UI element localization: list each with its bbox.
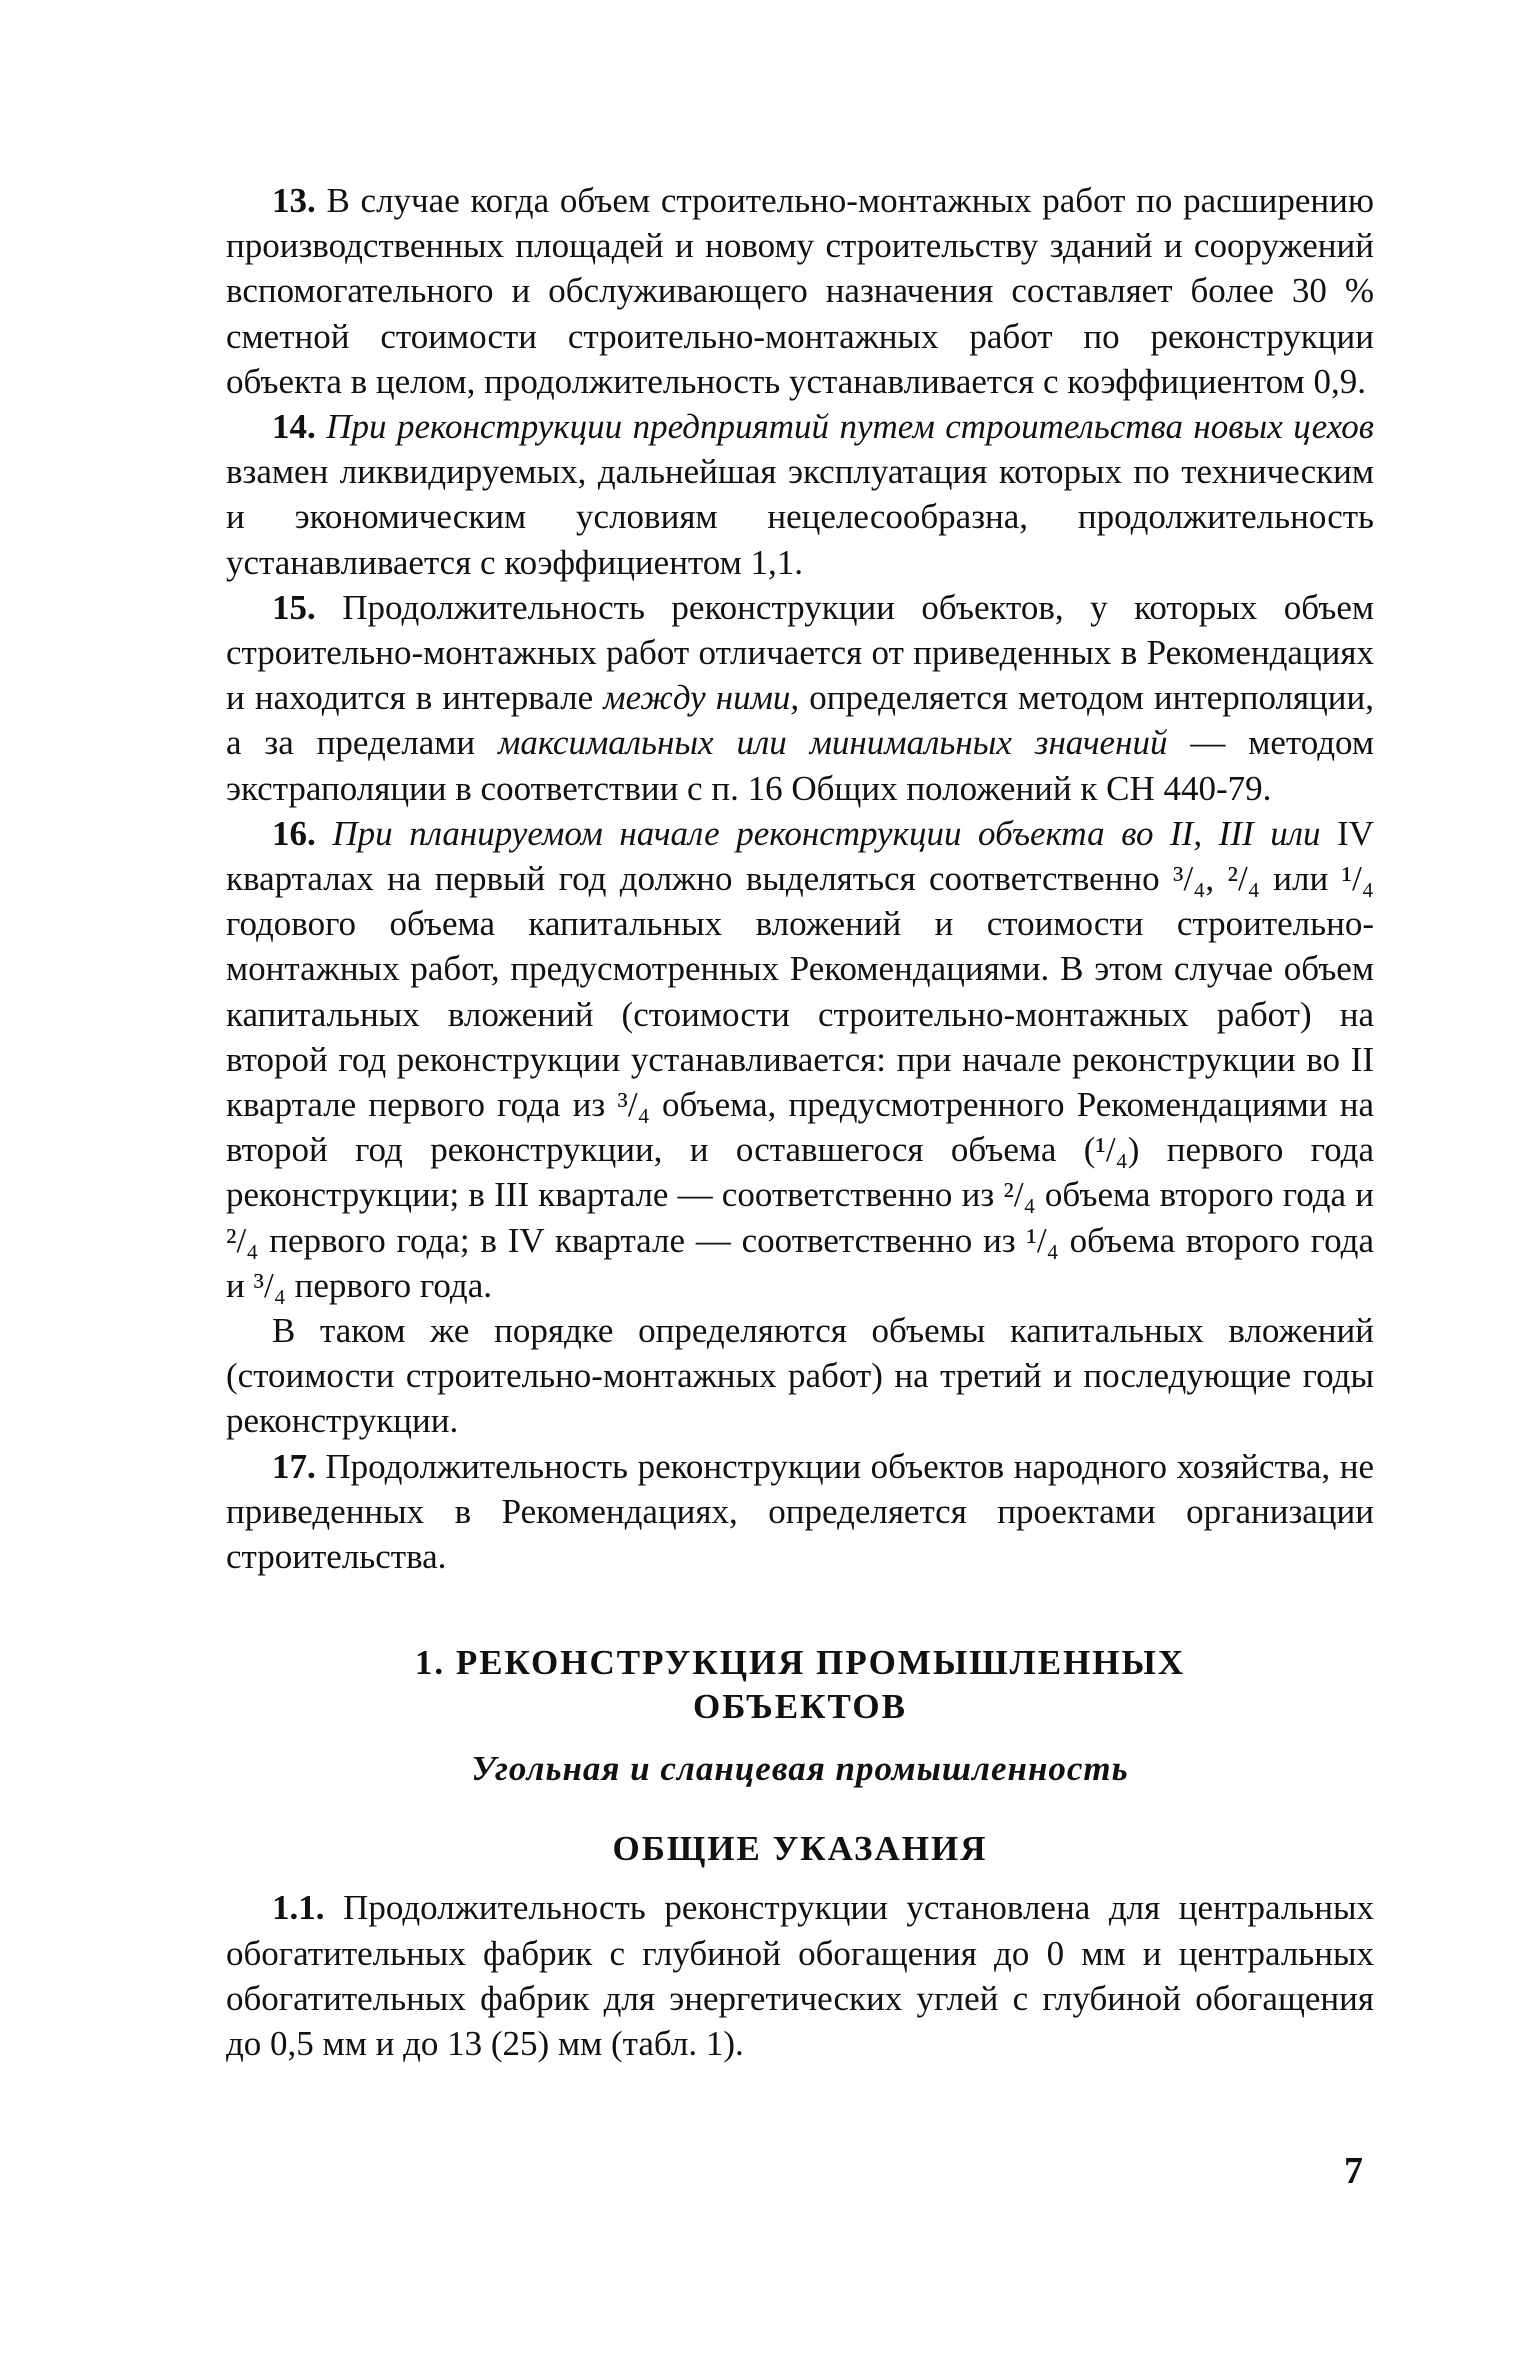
page-number: 7 bbox=[1344, 2150, 1363, 2192]
section-subheading: Угольная и сланцевая промышленность bbox=[471, 1749, 1129, 1789]
page-body bbox=[226, 178, 1374, 2066]
section-heading-line-2: ОБЪЕКТОВ bbox=[693, 1687, 907, 1727]
section-heading-line-1: 1. РЕКОНСТРУКЦИЯ ПРОМЫШЛЕННЫХ bbox=[414, 1643, 1186, 1683]
paragraph-text: В случае когда объем строительно-монтажных работ по расширению производственных площадей и новому строительству зданий и сооружений вспомогательного и обслуживающего назначения составляет более 30 % сметной стоимости строительно-монтажных работ по реконструкции объекта в целом, продолжительность устанавливается с коэффициентом 0,9. bbox=[226, 181, 1374, 401]
paragraph-number: 14. bbox=[272, 407, 316, 447]
paragraph-13 bbox=[226, 178, 1374, 404]
paragraph-number: 13. bbox=[272, 181, 316, 220]
paragraph-italic-text: между ними, bbox=[603, 678, 800, 718]
paragraph-number: 1.1. bbox=[272, 1888, 325, 1928]
paragraph-17 bbox=[226, 1444, 1374, 1580]
paragraph-number: 16. bbox=[272, 813, 316, 853]
paragraph-text: взамен ликвидируемых, дальнейшая эксплуатация которых по техническим и экономическим условиям нецелесообразна, продолжительность устанавливается с коэффициентом 1,1. bbox=[226, 452, 1374, 582]
paragraph-italic-text: максимальных или минимальных значений bbox=[498, 723, 1168, 763]
paragraph-16-continuation bbox=[226, 1308, 1374, 1444]
paragraph-text: Продолжительность реконструкции объектов народного хозяйства, не приведенных в Рекомендациях, определяется проектами организации строительства. bbox=[226, 1446, 1374, 1577]
paragraph-text: определяется методом интерполяции, а за пределами bbox=[226, 678, 1375, 763]
paragraph-text: Продолжительность реконструкции объектов, у которых объем строительно-монтажных работ отличается от приведенных в Рекомендациях и находится в интервале bbox=[226, 587, 1374, 718]
paragraph-number: 17. bbox=[272, 1446, 316, 1486]
paragraph-15 bbox=[226, 585, 1374, 811]
paragraph-text: В таком же порядке определяются объемы капитальных вложений (стоимости строительно-монтажных работ) на третий и последующие годы реконструкции. bbox=[226, 1311, 1374, 1441]
paragraph-text: Продолжительность реконструкции установлена для центральных обогатительных фабрик с глубиной обогащения до 0 мм и центральных обогатительных фабрик для энергетических углей с глубиной обогащения до 0,5 мм и до 13 (25) мм (табл. 1). bbox=[226, 1888, 1375, 2063]
paragraph-16 bbox=[226, 811, 1374, 1308]
paragraph-text: — методом экстраполяции в соответствии с п. 16 Общих положений к СН 440-79. bbox=[226, 723, 1374, 808]
paragraph-text: IV кварталах на первый год должно выделяться соответственно ³/₄, ²/₄ или ¹/₄ годового объема капитальных вложений и стоимости строительно-монтажных работ, предусмотренных Рекомендациями. В этом случае объем капитальных вложений (стоимости строительно-монтажных работ) на второй год реконструкции устанавливается: при начале реконструкции во II квартале первого года из ³/₄ объема, предусмотренного Рекомендациями на второй год реконструкции, и оставшегося объема (¹/₄) первого года реконструкции; в III квартале — соответственно из ²/₄ объема второго года и ²/₄ первого года; в IV квартале — соответственно из ¹/₄ объема второго года и ³/₄ первого года. bbox=[226, 813, 1375, 1305]
general-instructions-heading: ОБЩИЕ УКАЗАНИЯ bbox=[612, 1829, 988, 1869]
paragraph-1-1 bbox=[226, 1885, 1374, 2066]
paragraph-number: 15. bbox=[272, 587, 316, 627]
paragraph-14 bbox=[226, 404, 1374, 585]
paragraph-italic-text: При реконструкции предприятий путем строительства новых цехов bbox=[326, 407, 1374, 447]
paragraph-italic-text: При планируемом начале реконструкции объекта во II, III или bbox=[332, 813, 1321, 853]
